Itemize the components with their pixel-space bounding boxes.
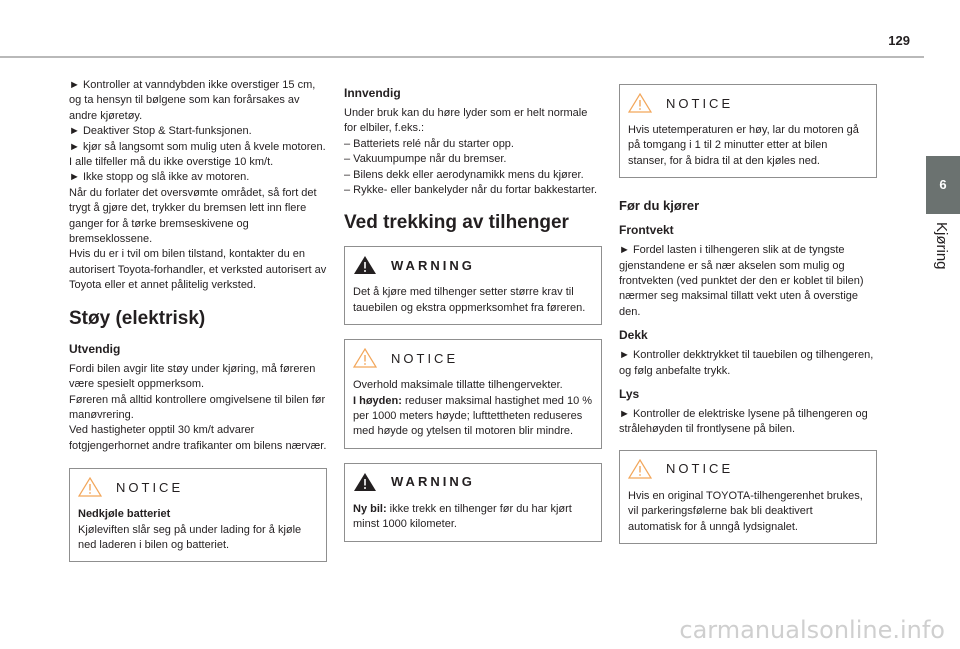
top-divider bbox=[0, 56, 924, 58]
paragraph: ► Kontroller dekktrykket til tauebilen og tilhengeren, og følg anbefalte trykk. bbox=[619, 349, 874, 377]
paragraph: Ved hastigheter opptil 30 km/t advarer fotgjengerhornet andre trafikanter om bilens nærvær. bbox=[69, 424, 327, 452]
subheading: Dekk bbox=[619, 328, 648, 343]
caution-icon bbox=[78, 477, 102, 497]
subheading: Frontvekt bbox=[619, 223, 674, 238]
caution-icon bbox=[628, 93, 652, 113]
subheading: Innvendig bbox=[344, 86, 401, 100]
paragraph: Føreren må alltid kontrollere omgivelsene til bilen før manøvrering. bbox=[69, 393, 326, 421]
warning-icon bbox=[353, 255, 377, 275]
warning-title: WARNING bbox=[391, 257, 475, 273]
paragraph: ► Kontroller de elektriske lysene på tilhengeren og strålehøyden til frontlysene på bilen. bbox=[619, 408, 868, 436]
warning-box bbox=[344, 463, 602, 542]
warning-icon bbox=[353, 472, 377, 492]
paragraph: Når du forlater det oversvømte området, så fort det trygt å gjøre det, trykker du bremsen lett inn flere ganger for å tørke bremseskivene og bremseklossene. bbox=[69, 186, 317, 246]
notice-text: Hvis en original TOYOTA-tilhengerenhet brukes, vil parkeringsfølerne bak bli deaktivert automatisk for å unngå lydsignalet. bbox=[628, 489, 863, 533]
paragraph: – Vakuumpumpe når du bremser. bbox=[344, 153, 507, 166]
section-heading: Støy (elektrisk) bbox=[69, 307, 206, 329]
paragraph: Hvis du er i tvil om bilen tilstand, kontakter du en autorisert Toyota-forhandler, et verksted autorisert av Toyota eller et annet pålitelig verksted. bbox=[69, 248, 327, 292]
column-2 bbox=[344, 78, 602, 556]
notice-text: Overhold maksimale tillatte tilhengervekter. bbox=[353, 379, 563, 392]
notice-title: NOTICE bbox=[391, 350, 459, 366]
paragraph: ► Deaktiver Stop & Start-funksjonen. bbox=[69, 125, 252, 138]
subheading: Utvendig bbox=[69, 341, 121, 356]
notice-bold: I høyden: bbox=[353, 394, 402, 407]
notice-title: NOTICE bbox=[116, 479, 184, 495]
chapter-label bbox=[928, 222, 958, 282]
subheading: Lys bbox=[619, 387, 640, 402]
paragraph: – Bilens dekk eller aerodynamikk mens du kjører. bbox=[344, 168, 584, 181]
notice-text: reduser maksimal hastighet med 10 % per 1000 meters høyde; lufttettheten reduseres med høyde og ytelsen til motoren blir mindre. bbox=[353, 394, 593, 438]
notice-box bbox=[344, 339, 602, 449]
caution-icon bbox=[353, 348, 377, 368]
paragraph: – Rykke- eller bankelyder når du fortar bakkestarter. bbox=[344, 184, 598, 197]
notice-title: NOTICE bbox=[666, 461, 734, 477]
paragraph: – Batteriets relé når du starter opp. bbox=[344, 137, 514, 150]
paragraph: ► kjør så langsomt som mulig uten å kvele motoren. I alle tilfeller må du ikke overstige 10 km/t. bbox=[69, 140, 326, 169]
section-heading: Før du kjører bbox=[619, 198, 700, 214]
chapter-title: Kjøring bbox=[933, 222, 950, 270]
page-number: 129 bbox=[888, 33, 910, 48]
warning-text: Det å kjøre med tilhenger setter større krav til tauebilen og ekstra oppmerksomhet fra føreren. bbox=[353, 286, 586, 314]
paragraph: ► Fordel lasten i tilhengeren slik at de tyngste gjenstandene er så nær akselen som mulig og frontvekten (ved punktet der den er koblet til bilen) nærmer seg maksimal tillatt vekt uten å overstige den. bbox=[619, 244, 864, 318]
notice-box bbox=[69, 468, 327, 562]
section-heading: Ved trekking av tilhenger bbox=[344, 212, 569, 234]
caution-icon bbox=[628, 459, 652, 479]
column-1 bbox=[69, 78, 327, 576]
warning-text: ikke trekk en tilhenger før du har kjørt minst 1000 kilometer. bbox=[353, 502, 572, 531]
notice-text: Hvis utetemperaturen er høy, lar du motoren gå på tomgang i 1 til 2 minutter etter at bilen stanser, for å bidra til at den kjøles ned. bbox=[628, 124, 859, 167]
watermark: carmanualsonline.info bbox=[679, 616, 945, 644]
chapter-tab[interactable]: 6 bbox=[926, 156, 960, 214]
notice-bold: Nedkjøle batteriet bbox=[78, 508, 171, 521]
paragraph: Fordi bilen avgir lite støy under kjøring, må føreren være spesielt oppmerksom. bbox=[69, 362, 316, 391]
warning-title: WARNING bbox=[391, 474, 475, 490]
notice-box bbox=[619, 450, 877, 544]
paragraph: Under bruk kan du høre lyder som er helt normale for elbiler, f.eks.: bbox=[344, 107, 588, 135]
paragraph: ► Ikke stopp og slå ikke av motoren. bbox=[69, 171, 250, 184]
notice-text: Kjøleviften slår seg på under lading for å kjøle ned laderen i bilen og batteriet. bbox=[78, 523, 302, 551]
column-3 bbox=[619, 74, 877, 558]
notice-title: NOTICE bbox=[666, 95, 734, 111]
warning-bold: Ny bil: bbox=[353, 502, 387, 515]
notice-box bbox=[619, 84, 877, 178]
paragraph: ► Kontroller at vanndybden ikke overstiger 15 cm, og ta hensyn til bølgene som kan forårsakes av andre kjøretøy. bbox=[69, 79, 316, 122]
warning-box bbox=[344, 246, 602, 325]
